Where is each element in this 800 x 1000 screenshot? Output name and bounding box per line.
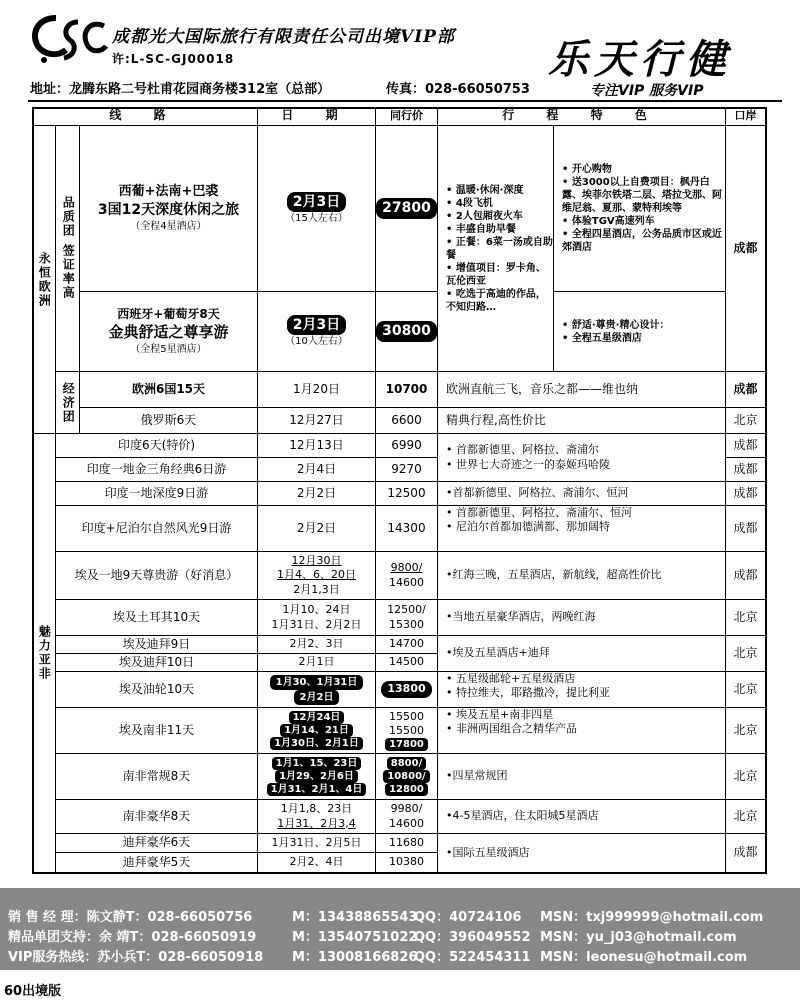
price-cell: 6990 [376,434,438,458]
feature-item: • 舒适·尊贵·精心设计： [562,319,669,332]
company-name: 成都光大国际旅行有限责任公司出境VIP部 [112,27,455,47]
port-cell: 北京 [726,672,766,708]
port-cell: 北京 [726,708,766,754]
date-cell: 12月13日 [258,434,376,458]
date-cell: 12月30日 1月4、6、20日 2月1,3日 [258,552,376,600]
date-cell: 2月3日 （15人左右） [258,126,376,292]
route-cell: 印度6天(特价) [56,434,258,458]
price-cell: 14700 [376,636,438,654]
feature-item: • 世界七大奇迹之一的泰姬玛哈陵 [446,458,610,472]
port-cell: 成都 [726,506,766,552]
divider [28,100,782,102]
price-cell: 9270 [376,458,438,482]
date-cell: 1月1,8、23日 1月31、2月3,4 [258,800,376,834]
feature-cell: • 4-5星酒店，住太阳城5星酒店 [438,800,726,834]
price-cell: 8800/ 10800/ 12800 [376,754,438,800]
price-cell: 30800 [376,292,438,372]
route-cell: 埃及南非11天 [56,708,258,754]
price-cell: 10380 [376,853,438,873]
column-header-route: 线 路 [32,107,258,126]
route-cell: 西班牙+葡萄牙8天 金典舒适之尊享游 （全程5星酒店） [80,292,258,372]
contact-msn: MSN：txj999999@hotmail.com [540,910,764,925]
price-cell: 9980/ 14600 [376,800,438,834]
feature-cell: • 埃及五星+南非四星 • 非洲两国组合之精华产品 [438,708,726,754]
price-cell: 12500/ 15300 [376,600,438,636]
route-cell: 埃及油轮10天 [56,672,258,708]
feature-cell: • 首都新德里、阿格拉、斋浦尔、恒河 • 尼泊尔首都加德满都、那加阔特 [438,506,726,552]
feature-item: • 吃选于高迪的作品，不知归路… [446,288,553,314]
date-cell: 2月3日 （10人左右） [258,292,376,372]
date-cell: 2月2、4日 [258,853,376,873]
feature-item: • 增值项目：罗卡角、瓦伦西亚 [446,262,553,288]
fax: 传真：028-66050753 [386,82,530,97]
feature-item: • 体验TGV高速列车 [562,215,725,228]
route-cell: 迪拜豪华5天 [56,853,258,873]
route-cell: 埃及迪拜10日 [56,654,258,672]
feature-item: • 2人包厢夜火车 [446,210,553,223]
date-cell: 2月1日 [258,654,376,672]
feature-item: • 全程四星酒店，公务品质市区或近郊酒店 [562,228,725,254]
date-cell: 1月20日 [258,372,376,408]
feature-cell: • 当地五星豪华酒店，两晚红海 [438,600,726,636]
contact-qq: QQ：522454311 [414,950,531,965]
feature-cell [554,292,726,372]
price-cell: 12500 [376,482,438,506]
route-cell: 西葡+法南+巴裘 3国12天深度休闲之旅 （全程4星酒店） [80,126,258,292]
contact-row [0,906,800,926]
feature-cell [438,434,726,482]
feature-cell: 精典行程,高性价比 [438,408,726,434]
contact-role: 精品单团支持：余 靖T：028-66050919 [8,930,257,945]
feature-cell [554,126,726,292]
port-cell: 成都 [726,126,766,372]
port-cell: 北京 [726,636,766,672]
date-cell: 2月2日 [258,482,376,506]
route-cell: 埃及一地9天尊贵游（好消息） [56,552,258,600]
date-cell: 2月2、3日 [258,636,376,654]
contact-mobile: M：13008166826 [292,950,418,965]
port-cell: 北京 [726,600,766,636]
date-cell: 2月2日 [258,506,376,552]
service-slogan: 专注VIP 服务VIP [590,83,704,99]
address: 地址：龙腾东路二号杜甫花园商务楼312室（总部） [30,82,331,97]
header [0,0,800,108]
price-cell: 13800 [376,672,438,708]
feature-cell: • 国际五星级酒店 [438,834,726,873]
company-logo-icon [26,12,110,66]
itinerary-table [32,107,766,873]
feature-item: • 全程五星级酒店 [562,332,669,345]
feature-cell: • 四星常规团 [438,754,726,800]
route-cell: 俄罗斯6天 [80,408,258,434]
port-cell: 北京 [726,754,766,800]
price-cell: 11680 [376,834,438,853]
route-cell: 迪拜豪华6天 [56,834,258,853]
feature-item: • 4段飞机 [446,197,553,210]
route-cell: 南非豪华8天 [56,800,258,834]
contact-role: VIP服务热线：苏小兵T：028-66050918 [8,950,264,965]
contact-msn: MSN：leonesu@hotmail.com [540,950,748,965]
contact-footer [0,888,800,970]
feature-list [562,163,725,254]
contact-msn: MSN：yu_j03@hotmail.com [540,930,737,945]
feature-item: • 开心购物 [562,163,725,176]
route-cell: 印度+尼泊尔自然风光9日游 [56,506,258,552]
port-cell: 北京 [726,800,766,834]
route-cell: 埃及土耳其10天 [56,600,258,636]
price-cell: 14300 [376,506,438,552]
price-cell: 9800/ 14600 [376,552,438,600]
port-cell: 成都 [726,552,766,600]
page-label: 60出境版 [4,984,62,999]
price-cell: 6600 [376,408,438,434]
contact-qq: QQ：396049552 [414,930,531,945]
column-header-date: 日 期 [258,107,376,126]
feature-list [446,184,553,314]
date-cell: 12月27日 [258,408,376,434]
license-number: 许:L-SC-GJ00018 [112,52,235,66]
port-cell: 成都 [726,372,766,408]
group-quality: 品质团 签证率高 [56,126,80,372]
route-cell: 印度一地深度9日游 [56,482,258,506]
column-header-price: 同行价 [376,107,438,126]
date-cell: 1月1、15、23日 1月29、2月6日 1月31、2月1、4日 [258,754,376,800]
price-cell: 15500 15500 17800 [376,708,438,754]
date-cell: 2月4日 [258,458,376,482]
contact-role: 销 售 经 理：陈文静T：028-66050756 [8,910,253,925]
feature-cell: • 五星级邮轮+五星级酒店 • 特拉维夫，耶路撒冷，提比利亚 [438,672,726,708]
feature-cell: • 埃及五星酒店+迪拜 [438,636,726,672]
feature-list [446,443,610,472]
port-cell: 成都 [726,834,766,873]
route-cell: 欧洲6国15天 [80,372,258,408]
contact-row [0,926,800,946]
feature-cell [438,126,554,372]
contact-row [0,946,800,966]
feature-cell: • 红海三晚，五星酒店，新航线，超高性价比 [438,552,726,600]
route-cell: 印度一地金三角经典6日游 [56,458,258,482]
route-cell: 南非常规8天 [56,754,258,800]
feature-item: • 丰盛自助早餐 [446,223,553,236]
date-cell: 1月10、24日 1月31日、2月2日 [258,600,376,636]
date-cell: 1月30、1月31日 2月2日 [258,672,376,708]
feature-item: • 首都新德里、阿格拉、斋浦尔 [446,443,610,457]
price-cell: 27800 [376,126,438,292]
feature-list [562,319,669,345]
contact-mobile: M：13540751022 [292,930,418,945]
brand-slogan-title: 乐天行健 [548,36,732,83]
group-europe: 永恒欧洲 [32,126,56,434]
port-cell: 成都 [726,434,766,458]
port-cell: 成都 [726,458,766,482]
contact-qq: QQ：40724106 [414,910,522,925]
price-cell: 14500 [376,654,438,672]
port-cell: 北京 [726,408,766,434]
date-cell: 12月24日 1月14、21日 1月30日、2月1日 [258,708,376,754]
port-cell: 成都 [726,482,766,506]
group-economy: 经济团 [56,372,80,434]
feature-cell: 欧洲直航三飞，音乐之都——维也纳 [438,372,726,408]
column-header-port: 口岸 [726,107,766,126]
feature-item: • 送3000以上自费项目：枫丹白露、埃菲尔铁塔二层、塔拉戈那、阿维尼翁、夏那、蒙特利埃等 [562,176,725,215]
feature-item: • 正餐：6菜一汤或自助餐 [446,236,553,262]
group-asia-africa: 魅力亚非 [32,434,56,873]
column-header-feature: 行 程 特 色 [438,107,726,126]
feature-item: • 温暖·休闲·深度 [446,184,553,197]
feature-cell: • 首都新德里、阿格拉、斋浦尔、恒河 [438,482,726,506]
date-cell: 1月31日、2月5日 [258,834,376,853]
price-cell: 10700 [376,372,438,408]
route-cell: 埃及迪拜9日 [56,636,258,654]
contact-mobile: M：13438865543 [292,910,418,925]
